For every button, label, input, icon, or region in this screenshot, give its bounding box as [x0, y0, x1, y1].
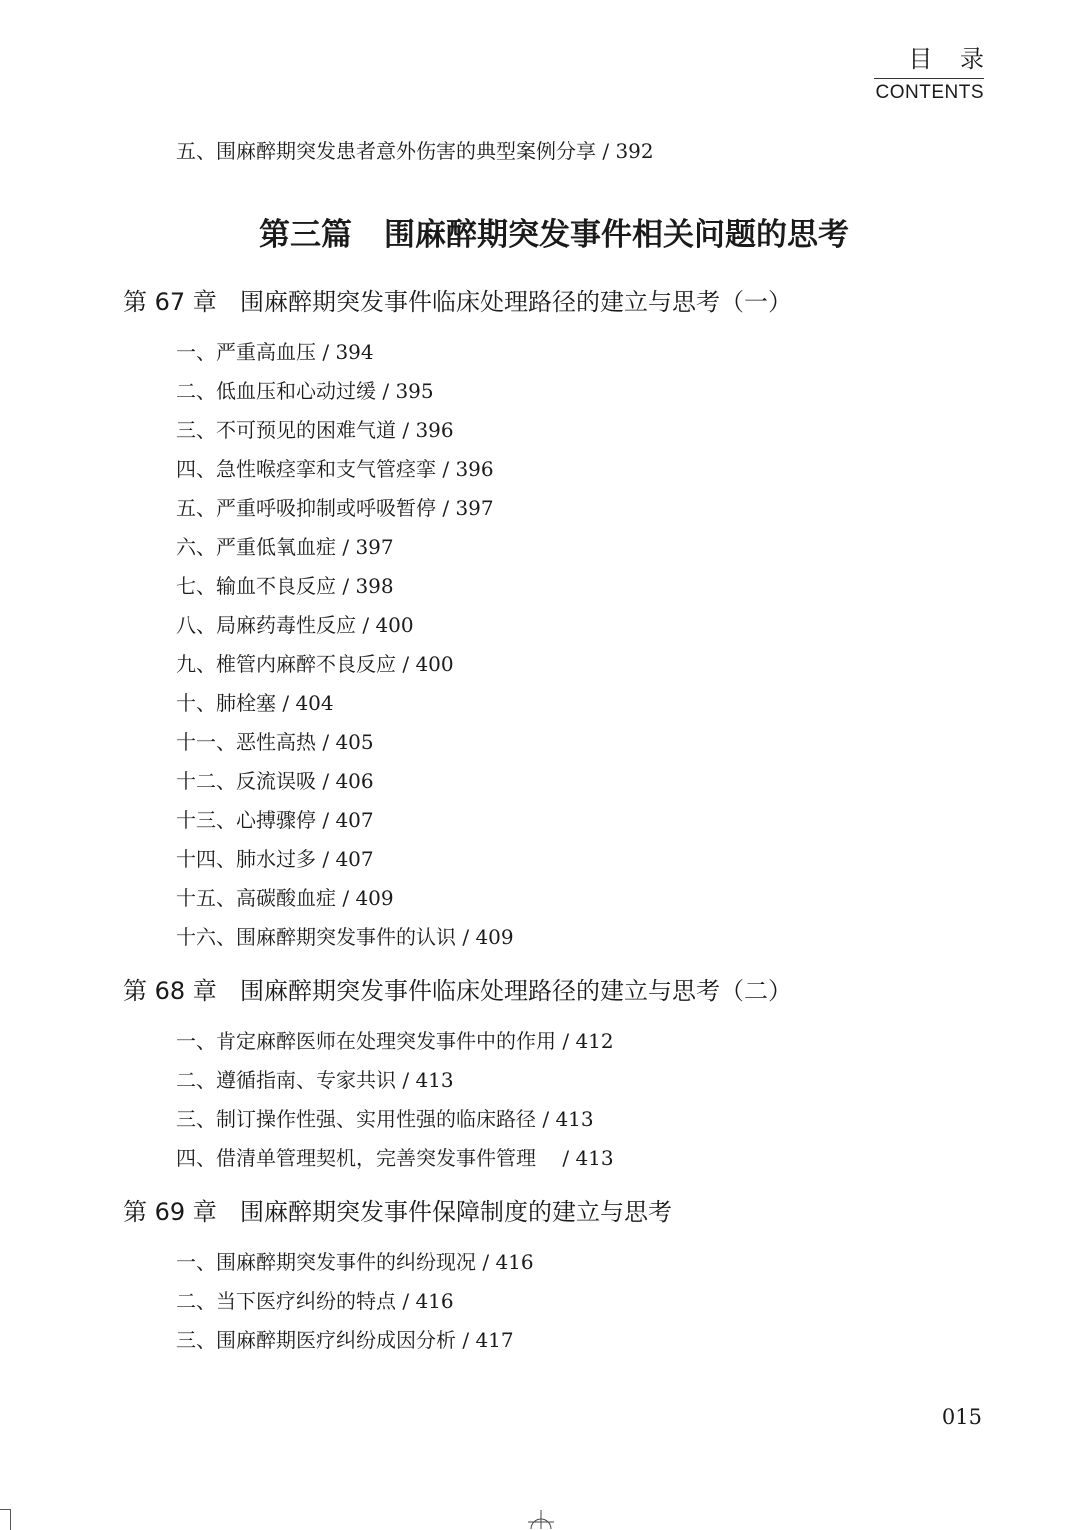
toc-entry[interactable]: 四、借清单管理契机，完善突发事件管理 / 413 — [176, 1146, 614, 1170]
header-divider — [874, 78, 984, 79]
crop-mark-icon — [0, 1509, 11, 1530]
toc-entry[interactable]: 七、输血不良反应 / 398 — [176, 574, 394, 598]
toc-entry[interactable]: 五、严重呼吸抑制或呼吸暂停 / 397 — [176, 496, 494, 520]
page-number: 015 — [941, 1405, 982, 1429]
toc-entry[interactable]: 十、肺栓塞 / 404 — [176, 691, 334, 715]
chapter-heading-68[interactable] — [123, 976, 792, 1006]
part-title: 围麻醉期突发事件相关问题的思考 — [384, 217, 849, 253]
toc-entry[interactable]: 十一、恶性高热 / 405 — [176, 730, 374, 754]
part-heading — [0, 215, 1080, 255]
toc-entry[interactable]: 十五、高碳酸血症 / 409 — [176, 886, 394, 910]
toc-entry[interactable]: 十二、反流误吸 / 406 — [176, 769, 374, 793]
chapter-title: 围麻醉期突发事件保障制度的建立与思考 — [240, 1198, 672, 1226]
chapter-heading-69[interactable] — [123, 1197, 672, 1227]
toc-entry[interactable]: 三、不可预见的困难气道 / 396 — [176, 418, 454, 442]
toc-entry[interactable]: 十三、心搏骤停 / 407 — [176, 808, 374, 832]
header-title: 目 录 — [908, 45, 994, 73]
chapter-title: 围麻醉期突发事件临床处理路径的建立与思考（二） — [240, 977, 792, 1005]
toc-entry[interactable]: 十四、肺水过多 / 407 — [176, 847, 374, 871]
toc-entry[interactable]: 六、严重低氧血症 / 397 — [176, 535, 394, 559]
toc-entry[interactable]: 二、当下医疗纠纷的特点 / 416 — [176, 1289, 454, 1313]
running-header — [874, 44, 994, 105]
toc-entry[interactable]: 二、低血压和心动过缓 / 395 — [176, 379, 434, 403]
toc-entry[interactable]: 九、椎管内麻醉不良反应 / 400 — [176, 652, 454, 676]
chapter-number: 第 69 章 — [123, 1198, 217, 1226]
toc-entry[interactable]: 十六、围麻醉期突发事件的认识 / 409 — [176, 925, 514, 949]
toc-entry[interactable]: 二、遵循指南、专家共识 / 413 — [176, 1068, 454, 1092]
toc-entry[interactable]: 三、围麻醉期医疗纠纷成因分析 / 417 — [176, 1328, 514, 1352]
toc-entry-carryover[interactable]: 五、围麻醉期突发患者意外伤害的典型案例分享 / 392 — [176, 139, 654, 163]
chapter-heading-67[interactable] — [123, 287, 792, 317]
chapter-title: 围麻醉期突发事件临床处理路径的建立与思考（一） — [240, 288, 792, 316]
toc-entry[interactable]: 一、严重高血压 / 394 — [176, 340, 374, 364]
registration-mark-icon — [528, 1510, 554, 1529]
toc-entry[interactable]: 一、围麻醉期突发事件的纠纷现况 / 416 — [176, 1250, 534, 1274]
toc-entry[interactable]: 八、局麻药毒性反应 / 400 — [176, 613, 414, 637]
toc-entry[interactable]: 一、肯定麻醉医师在处理突发事件中的作用 / 412 — [176, 1029, 614, 1053]
chapter-number: 第 68 章 — [123, 977, 217, 1005]
header-subtitle: CONTENTS — [875, 82, 984, 103]
toc-entry[interactable]: 三、制订操作性强、实用性强的临床路径 / 413 — [176, 1107, 594, 1131]
part-label: 第三篇 — [259, 217, 352, 253]
toc-entry[interactable]: 四、急性喉痉挛和支气管痉挛 / 396 — [176, 457, 494, 481]
chapter-number: 第 67 章 — [123, 288, 217, 316]
